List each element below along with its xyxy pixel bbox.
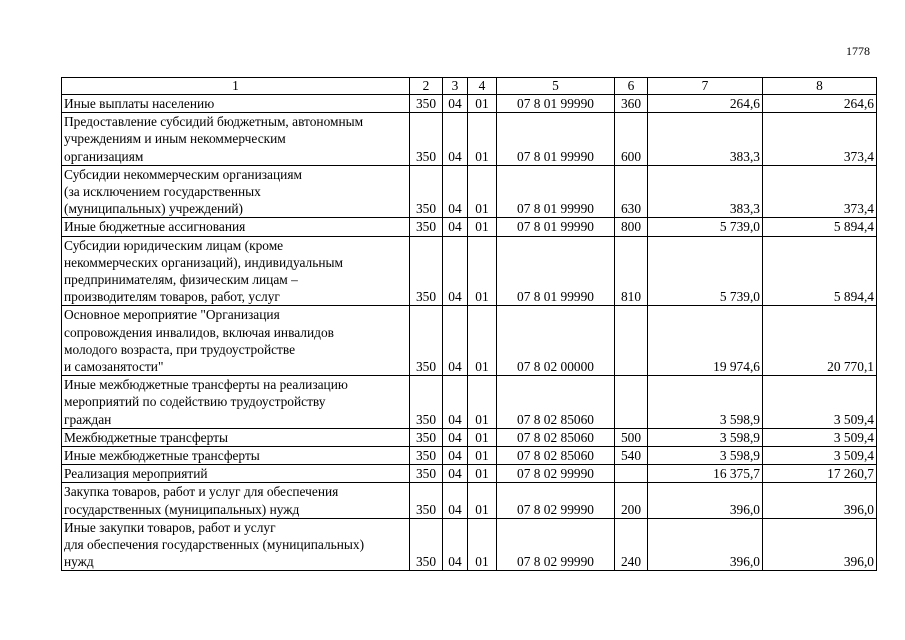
subsection-code-cell: 01	[468, 218, 497, 236]
item-name-cell	[62, 165, 410, 218]
target-article-cell: 07 8 01 99990	[497, 236, 615, 306]
item-name-line: Иные выплаты населению	[64, 96, 215, 111]
page-number: 1778	[846, 44, 870, 58]
section-code-cell: 04	[443, 113, 468, 166]
amount-col7-cell: 383,3	[648, 113, 763, 166]
target-article-cell: 07 8 02 00000	[497, 306, 615, 376]
item-name-line: предпринимателям, физическим лицам –	[64, 272, 298, 288]
expense-type-cell: 240	[615, 518, 648, 571]
target-article-cell: 07 8 02 99990	[497, 518, 615, 571]
table-row	[62, 483, 877, 518]
item-name-line: Межбюджетные трансферты	[64, 429, 228, 445]
section-code-cell: 04	[443, 428, 468, 446]
amount-col8-cell: 396,0	[763, 483, 877, 518]
item-name-line: нужд	[64, 554, 94, 570]
expense-type-cell: 600	[615, 113, 648, 166]
expense-type-cell: 810	[615, 236, 648, 306]
subsection-code-cell: 01	[468, 306, 497, 376]
column-header: 4	[468, 78, 497, 95]
target-article-cell: 07 8 02 85060	[497, 376, 615, 429]
target-article-cell: 07 8 01 99990	[497, 95, 615, 113]
item-name-line: Субсидии юридическим лицам (кроме	[64, 237, 284, 253]
item-name-line: некоммерческих организаций), индивидуальным	[64, 254, 343, 270]
admin-code-cell: 350	[410, 447, 443, 465]
item-name-line: (муниципальных) учреждений)	[64, 201, 244, 217]
item-name-line: мероприятий по содействию трудоустройству	[64, 394, 326, 410]
section-code-cell: 04	[443, 465, 468, 483]
table-row	[62, 113, 877, 166]
amount-col7-cell: 396,0	[648, 483, 763, 518]
amount-col8-cell: 3 509,4	[763, 447, 877, 465]
item-name-cell	[62, 218, 410, 236]
item-name-line: Субсидии некоммерческим организациям	[64, 166, 302, 182]
amount-col7-cell: 3 598,9	[648, 447, 763, 465]
admin-code-cell: 350	[410, 113, 443, 166]
table-row	[62, 447, 877, 465]
item-name-cell	[62, 306, 410, 376]
item-name-cell	[62, 236, 410, 306]
amount-col8-cell: 373,4	[763, 113, 877, 166]
item-name-line: Закупка товаров, работ и услуг для обеспечения	[64, 484, 339, 500]
amount-col7-cell: 383,3	[648, 165, 763, 218]
section-code-cell: 04	[443, 376, 468, 429]
expense-type-cell: 500	[615, 428, 648, 446]
subsection-code-cell: 01	[468, 518, 497, 571]
item-name-cell	[62, 518, 410, 571]
amount-col8-cell: 396,0	[763, 518, 877, 571]
expense-type-cell	[615, 465, 648, 483]
budget-table	[61, 77, 877, 571]
target-article-cell: 07 8 01 99990	[497, 165, 615, 218]
target-article-cell: 07 8 01 99990	[497, 113, 615, 166]
target-article-cell: 07 8 02 99990	[497, 483, 615, 518]
item-name-line: Иные межбюджетные трансферты на реализацию	[64, 377, 348, 393]
item-name-line: Основное мероприятие "Организация	[64, 307, 280, 323]
item-name-cell	[62, 428, 410, 446]
subsection-code-cell: 01	[468, 113, 497, 166]
subsection-code-cell: 01	[468, 165, 497, 218]
expense-type-cell: 360	[615, 95, 648, 113]
amount-col7-cell: 5 739,0	[648, 236, 763, 306]
item-name-cell	[62, 113, 410, 166]
admin-code-cell: 350	[410, 376, 443, 429]
section-code-cell: 04	[443, 236, 468, 306]
amount-col8-cell: 5 894,4	[763, 236, 877, 306]
section-code-cell: 04	[443, 165, 468, 218]
amount-col7-cell: 5 739,0	[648, 218, 763, 236]
table-row	[62, 376, 877, 429]
item-name-line: молодого возраста, при трудоустройстве	[64, 341, 296, 357]
amount-col8-cell: 3 509,4	[763, 428, 877, 446]
item-name-cell	[62, 447, 410, 465]
table-row	[62, 165, 877, 218]
item-name-line: граждан	[64, 411, 112, 427]
table-header-row	[62, 78, 877, 95]
admin-code-cell: 350	[410, 95, 443, 113]
expense-type-cell	[615, 376, 648, 429]
item-name-line: сопровождения инвалидов, включая инвалидов	[64, 324, 334, 340]
table-row	[62, 518, 877, 571]
section-code-cell: 04	[443, 218, 468, 236]
target-article-cell: 07 8 02 85060	[497, 447, 615, 465]
amount-col8-cell: 20 770,1	[763, 306, 877, 376]
subsection-code-cell: 01	[468, 447, 497, 465]
subsection-code-cell: 01	[468, 95, 497, 113]
admin-code-cell: 350	[410, 518, 443, 571]
target-article-cell: 07 8 02 99990	[497, 465, 615, 483]
expense-type-cell: 540	[615, 447, 648, 465]
target-article-cell: 07 8 02 85060	[497, 428, 615, 446]
table-row	[62, 218, 877, 236]
subsection-code-cell: 01	[468, 236, 497, 306]
amount-col8-cell: 264,6	[763, 95, 877, 113]
item-name-line: для обеспечения государственных (муниципальных)	[64, 537, 365, 553]
amount-col7-cell: 16 375,7	[648, 465, 763, 483]
item-name-line: и самозанятости"	[64, 359, 164, 375]
amount-col8-cell: 373,4	[763, 165, 877, 218]
item-name-cell	[62, 95, 410, 113]
table-row	[62, 306, 877, 376]
item-name-line: Иные межбюджетные трансферты	[64, 448, 260, 464]
item-name-line: организациям	[64, 148, 144, 164]
admin-code-cell: 350	[410, 306, 443, 376]
admin-code-cell: 350	[410, 428, 443, 446]
item-name-line: Предоставление субсидий бюджетным, автономным	[64, 114, 364, 130]
column-header: 8	[763, 78, 877, 95]
item-name-line: учреждениям и иным некоммерческим	[64, 131, 286, 147]
item-name-line: Реализация мероприятий	[64, 466, 208, 482]
item-name-line: Иные закупки товаров, работ и услуг	[64, 519, 276, 535]
amount-col7-cell: 264,6	[648, 95, 763, 113]
section-code-cell: 04	[443, 483, 468, 518]
expense-type-cell: 200	[615, 483, 648, 518]
subsection-code-cell: 01	[468, 465, 497, 483]
column-header: 1	[62, 78, 410, 95]
item-name-cell	[62, 465, 410, 483]
table-row	[62, 236, 877, 306]
item-name-line: производителям товаров, работ, услуг	[64, 289, 280, 305]
subsection-code-cell: 01	[468, 483, 497, 518]
section-code-cell: 04	[443, 95, 468, 113]
amount-col7-cell: 3 598,9	[648, 428, 763, 446]
expense-type-cell: 800	[615, 218, 648, 236]
item-name-line: (за исключением государственных	[64, 184, 261, 200]
item-name-cell	[62, 483, 410, 518]
admin-code-cell: 350	[410, 483, 443, 518]
amount-col7-cell: 3 598,9	[648, 376, 763, 429]
subsection-code-cell: 01	[468, 376, 497, 429]
admin-code-cell: 350	[410, 236, 443, 306]
column-header: 3	[443, 78, 468, 95]
column-header: 2	[410, 78, 443, 95]
table-row	[62, 465, 877, 483]
subsection-code-cell: 01	[468, 428, 497, 446]
table-row	[62, 95, 877, 113]
amount-col7-cell: 19 974,6	[648, 306, 763, 376]
admin-code-cell: 350	[410, 165, 443, 218]
target-article-cell: 07 8 01 99990	[497, 218, 615, 236]
admin-code-cell: 350	[410, 218, 443, 236]
item-name-line: государственных (муниципальных) нужд	[64, 501, 300, 517]
admin-code-cell: 350	[410, 465, 443, 483]
amount-col7-cell: 396,0	[648, 518, 763, 571]
column-header: 5	[497, 78, 615, 95]
expense-type-cell	[615, 306, 648, 376]
item-name-cell	[62, 376, 410, 429]
amount-col8-cell: 5 894,4	[763, 218, 877, 236]
column-header: 7	[648, 78, 763, 95]
table-row	[62, 428, 877, 446]
section-code-cell: 04	[443, 447, 468, 465]
section-code-cell: 04	[443, 306, 468, 376]
column-header: 6	[615, 78, 648, 95]
amount-col8-cell: 3 509,4	[763, 376, 877, 429]
amount-col8-cell: 17 260,7	[763, 465, 877, 483]
expense-type-cell: 630	[615, 165, 648, 218]
item-name-line: Иные бюджетные ассигнования	[64, 219, 246, 235]
section-code-cell: 04	[443, 518, 468, 571]
